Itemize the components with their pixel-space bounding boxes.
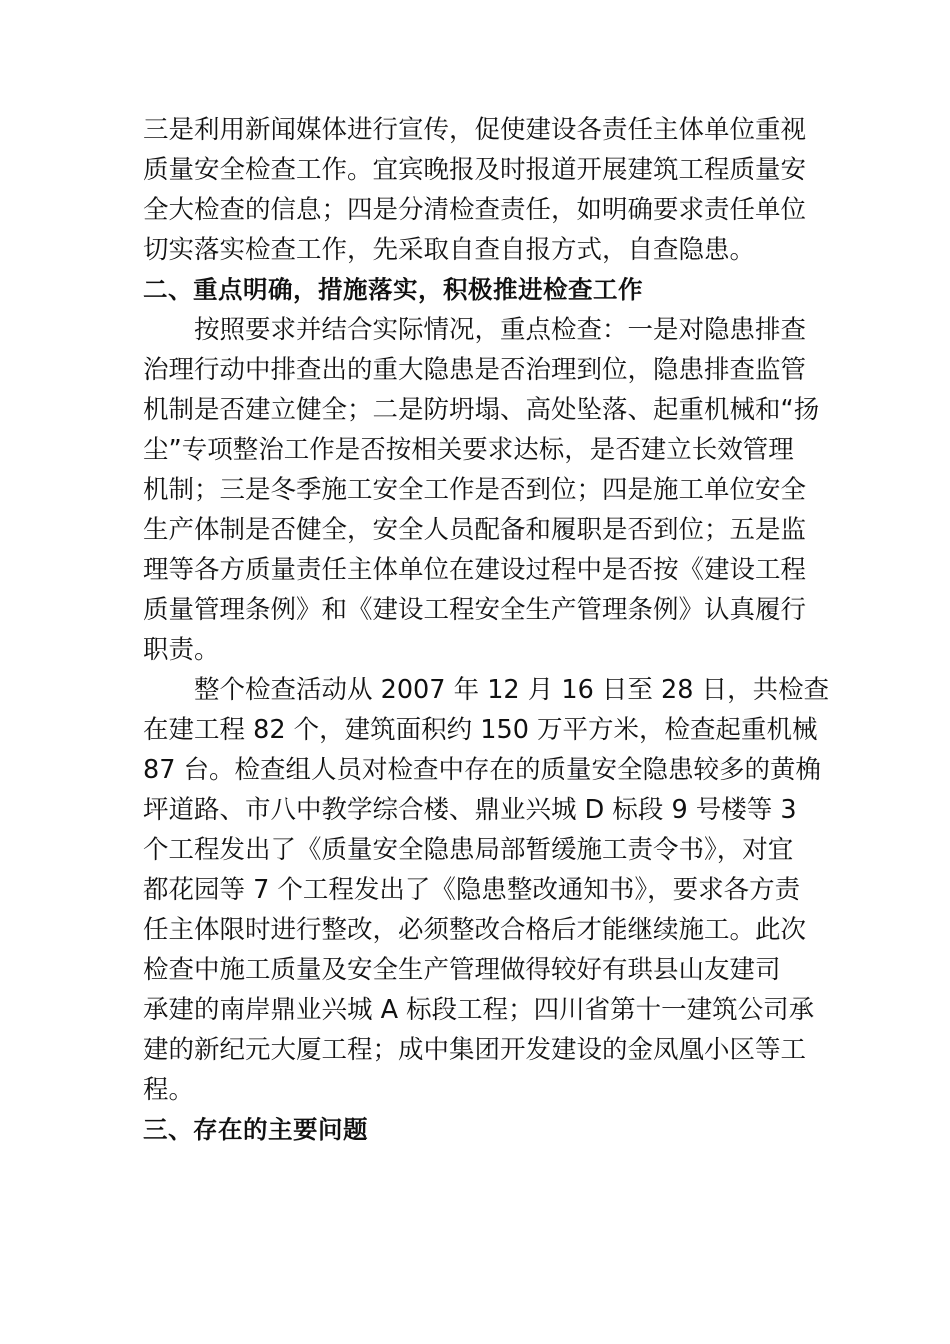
paragraph-line: 机制；三是冬季施工安全工作是否到位；四是施工单位安全 — [143, 475, 807, 505]
document-body — [143, 110, 830, 1150]
paragraph-line: 切实落实检查工作，先采取自查自报方式，自查隐患。 — [143, 235, 756, 265]
section-heading-3: 三、存在的主要问题 — [143, 1115, 368, 1144]
paragraph-line: 全大检查的信息；四是分清检查责任，如明确要求责任单位 — [143, 195, 807, 225]
paragraph-line: 检查中施工质量及安全生产管理做得较好有珙县山友建司 — [143, 955, 781, 985]
paragraph-line: 理等各方质量责任主体单位在建设过程中是否按《建设工程 — [143, 555, 807, 585]
paragraph-line: 职责。 — [143, 635, 220, 665]
paragraph-line: 质量管理条例》和《建设工程安全生产管理条例》认真履行 — [143, 595, 807, 625]
paragraph-inspection-results — [143, 670, 830, 1110]
paragraph-line: 整个检查活动从 2007 年 12 月 16 日至 28 日，共检查 — [194, 675, 830, 705]
paragraph-line: 尘”专项整治工作是否按相关要求达标，是否建立长效管理 — [143, 435, 794, 465]
paragraph-line: 在建工程 82 个，建筑面积约 150 万平方米，检查起重机械 — [143, 715, 818, 745]
paragraph-line: 建的新纪元大厦工程；成中集团开发建设的金凤凰小区等工 — [143, 1035, 807, 1065]
paragraph-line: 程。 — [143, 1075, 195, 1105]
paragraph-line: 按照要求并结合实际情况，重点检查：一是对隐患排查 — [194, 315, 807, 345]
paragraph-line: 个工程发出了《质量安全隐患局部暂缓施工责令书》，对宜 — [143, 835, 794, 865]
paragraph-line: 坪道路、市八中教学综合楼、鼎业兴城 D 标段 9 号楼等 3 — [143, 795, 797, 825]
paragraph-line: 质量安全检查工作。宜宾晚报及时报道开展建筑工程质量安 — [143, 155, 807, 185]
paragraph-line: 三是利用新闻媒体进行宣传，促使建设各责任主体单位重视 — [143, 115, 807, 145]
paragraph-line: 任主体限时进行整改，必须整改合格后才能继续施工。此次 — [143, 915, 807, 945]
paragraph-key-checks — [143, 310, 820, 670]
paragraph-line: 都花园等 7 个工程发出了《隐患整改通知书》，要求各方责 — [143, 875, 801, 905]
paragraph-line: 87 台。检查组人员对检查中存在的质量安全隐患较多的黄桷 — [143, 755, 822, 785]
section-heading-2: 二、重点明确，措施落实，积极推进检查工作 — [143, 275, 643, 304]
paragraph-publicity — [143, 110, 813, 270]
paragraph-line: 机制是否建立健全；二是防坍塌、高处坠落、起重机械和“扬 — [143, 395, 820, 425]
paragraph-line: 承建的南岸鼎业兴城 A 标段工程；四川省第十一建筑公司承 — [143, 995, 815, 1025]
paragraph-line: 生产体制是否健全，安全人员配备和履职是否到位；五是监 — [143, 515, 807, 545]
paragraph-line: 治理行动中排查出的重大隐患是否治理到位，隐患排查监管 — [143, 355, 807, 385]
